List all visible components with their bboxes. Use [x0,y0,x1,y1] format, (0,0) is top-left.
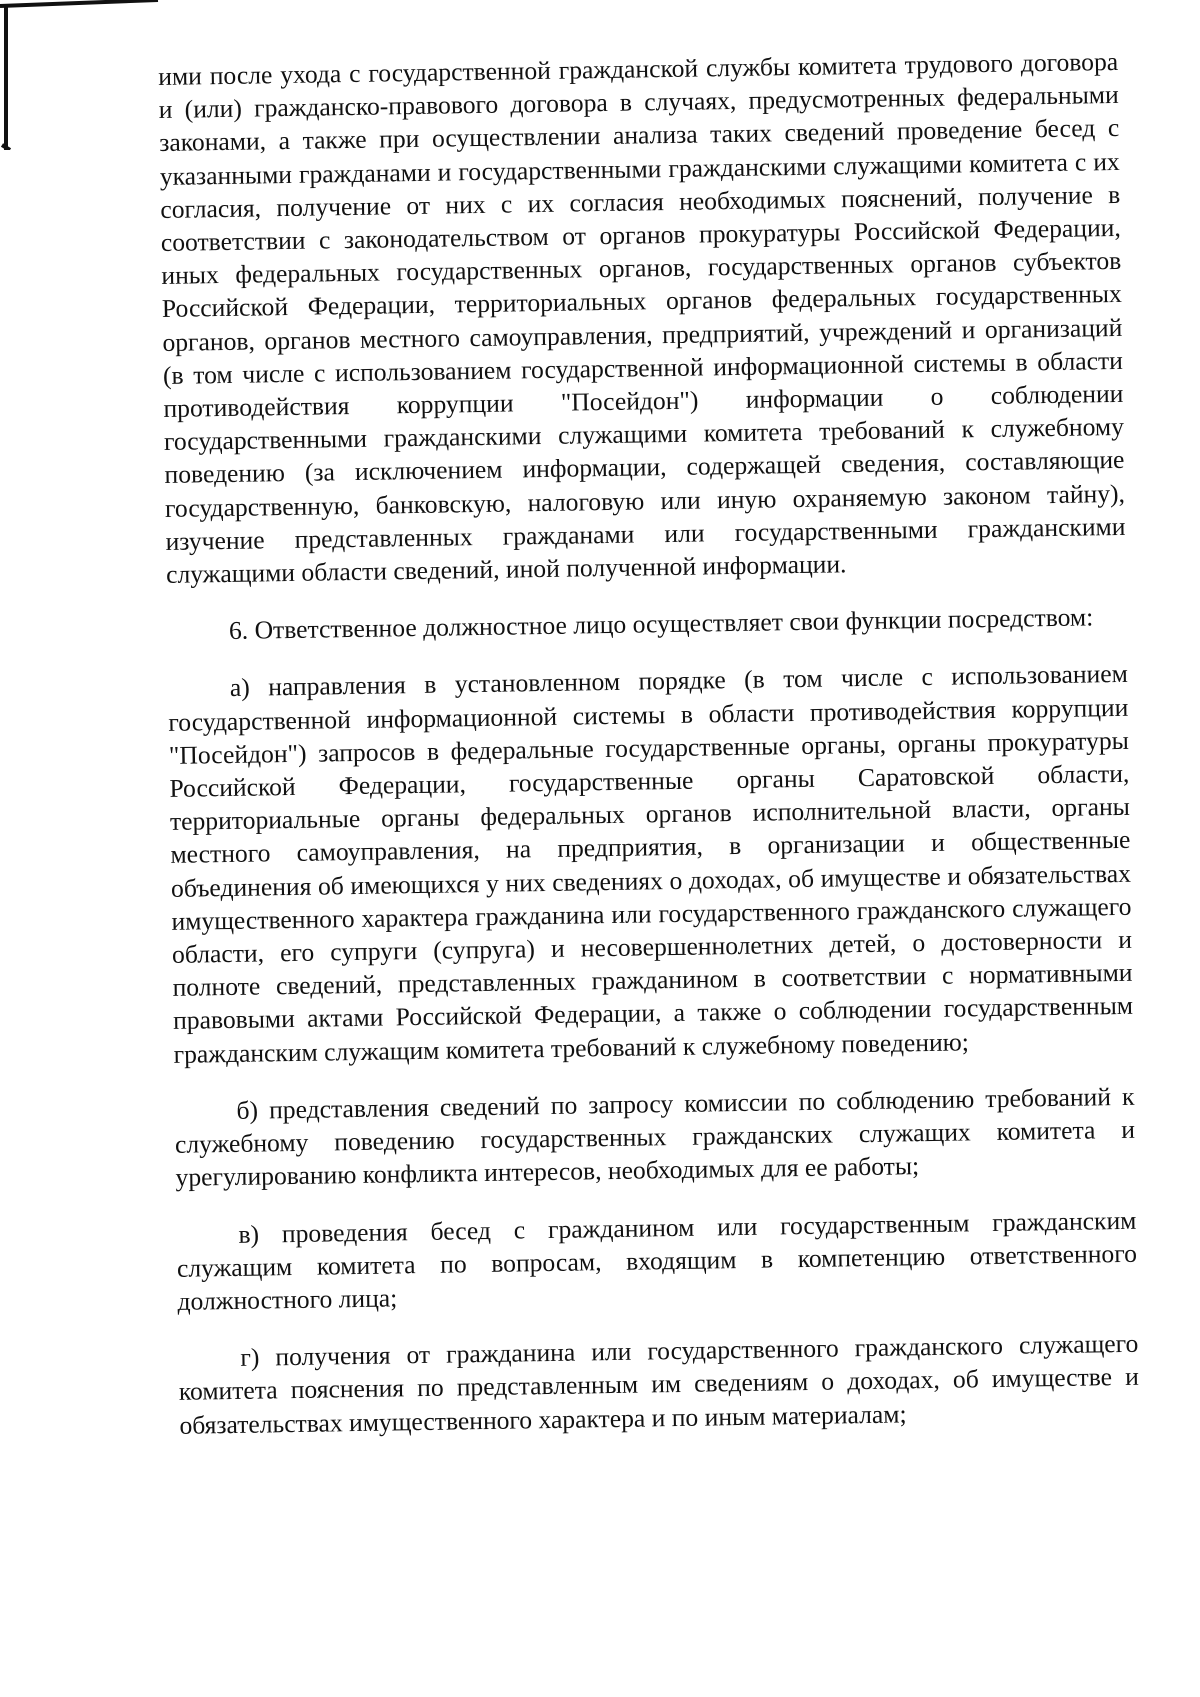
document-page [158,45,1140,1442]
paragraph-subitem-b: б) представления сведений по запросу комиссии по соблюдению требований к служебному поведению государственных гражданских служащих комитета и урегулированию конфликта интересов, необходимых для ее работы; [174,1081,1136,1193]
paragraph-subitem-g: г) получения от гражданина или государственного гражданского служащего комитета пояснения по представленным им сведениям о доходах, об имуществе и обязательствах имущественного характера и по иным материалам; [178,1328,1140,1440]
scan-border-mark [0,0,170,150]
paragraph-continuation: ими после ухода с государственной гражданской службы комитета трудового договора и (или) гражданско-правового договора в случаях, предусмотренных федеральными законами, а также при осуществлении анализа таких сведений проведение бесед с указанными гражданами и государственными гражданскими служащими комитета с их согласия, получение от них с их согласия необходимых пояснений, получение в соответствии с законодательством от органов прокуратуры Российской Федерации, иных федеральных государственных органов, государственных органов субъектов Российской Федерации, территориальных органов федеральных государственных органов, органов местного самоуправления, предприятий, учреждений и организаций (в том числе с использованием государственной информационной системы в области противодействия коррупции "Посейдон") информации о соблюдении государственными гражданскими служащими комитета требований к служебному поведению (за исключением информации, содержащей сведения, составляющие государственную, банковскую, налоговую или иную охраняемую законом тайну), изучение представленных гражданами или государственными гражданскими служащими области сведений, иной полученной информации. [158,46,1126,589]
paragraph-subitem-a: а) направления в установленном порядке (в том числе с использованием государственной информационной системы в области противодействия коррупции "Посейдон") запросов в федеральные государственные органы, органы прокуратуры Российской Федерации, государственные органы Саратовской области, территориальные органы федеральных органов исполнительной власти, органы местного самоуправления, на предприятия, в организации и общественные объединения об имеющихся у них сведениях о доходах, об имуществе и обязательствах имущественного характера гражданина или государственного гражданского служащего области, его супруги (супруга) и несовершеннолетних детей, о достоверности и полноте сведений, представленных гражданином в соответствии с нормативными правовыми актами Российской Федерации, а также о соблюдении государственным гражданским служащим комитета требований к служебному поведению; [168,659,1134,1069]
paragraph-subitem-v: в) проведения бесед с гражданином или государственным гражданским служащим комитета по вопросам, входящим в компетенцию ответственного должностного лица; [176,1205,1138,1316]
paragraph-item-6: 6. Ответственное должностное лицо осуществляет свои функции посредством: [228,602,1094,646]
